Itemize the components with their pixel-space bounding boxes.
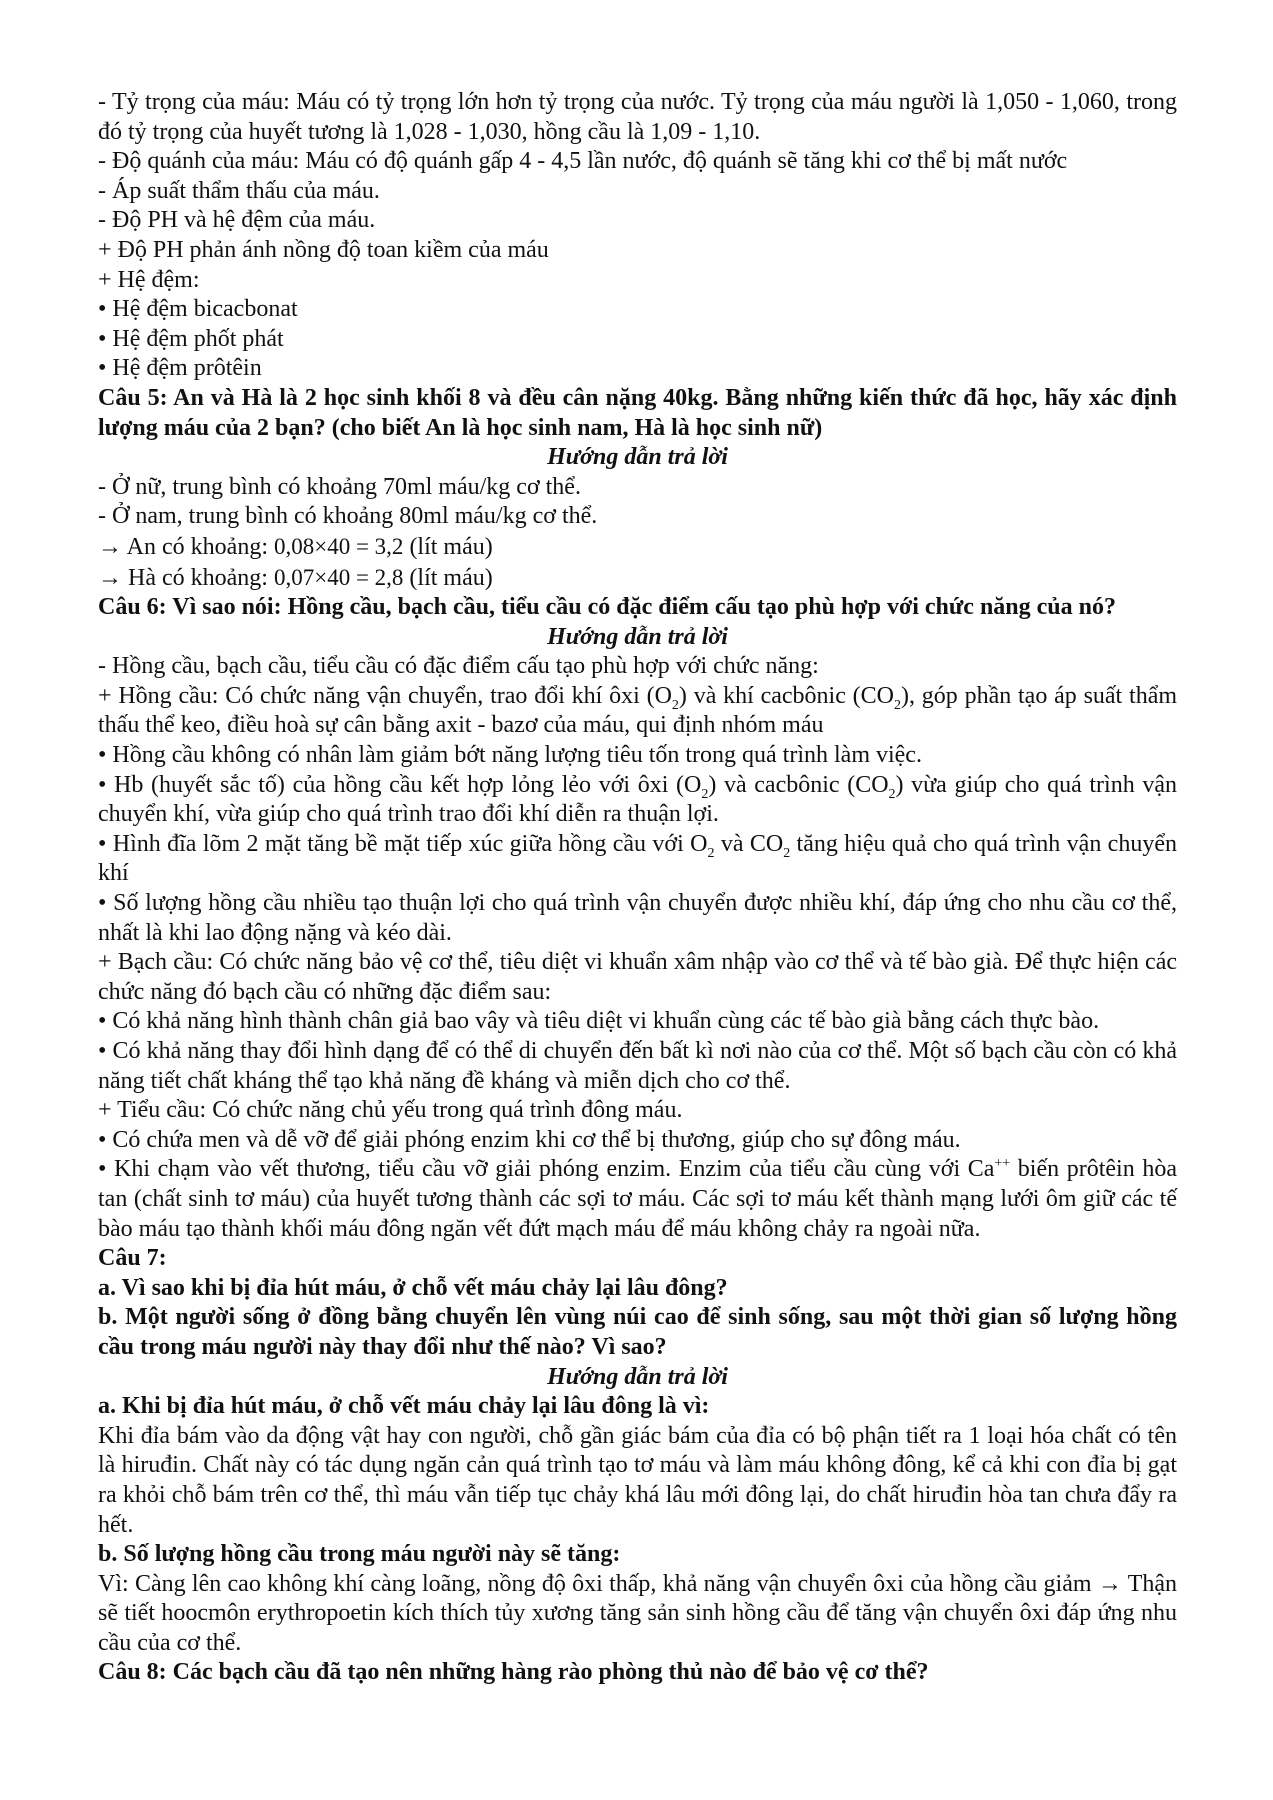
subscript: 2 xyxy=(894,697,901,713)
answer-7b-text: Vì: Càng lên cao không khí càng loãng, nồng độ ôxi thấp, khả năng vận chuyển ôxi của hồng cầu giảm → Thận sẽ tiết hoocmôn erythropoetin kích thích tủy xương tăng sản sinh hồng cầu để tăng vận chuyển ôxi đáp ứng nhu cầu của cơ thể. xyxy=(98,1570,1177,1656)
list-item-protein: • Hệ đệm prôtêin xyxy=(98,355,262,382)
list-item-bicarbonate: • Hệ đệm bicacbonat xyxy=(98,296,298,323)
subscript: 2 xyxy=(671,697,679,713)
answer-7b-heading: b. Số lượng hồng cầu trong máu người này sẽ tăng: xyxy=(98,1541,621,1568)
question-5: Câu 5: An và Hà là 2 học sinh khối 8 và đều cân nặng 40kg. Bằng những kiến thức đã học, hãy xác định lượng máu của 2 bạn? (cho biết An là học sinh nam, Hà là học sinh nữ) xyxy=(98,384,1177,441)
answer-6-shape-change: • Có khả năng thay đổi hình dạng để có thể di chuyển đến bất kì nơi nào của cơ thể. Một số bạch cầu còn có khả năng tiết chất kháng thể tạo khả năng đề kháng và miễn dịch cho cơ thể. xyxy=(98,1038,1177,1094)
answer-6-enzyme: • Có chứa men và dễ vỡ để giải phóng enzim khi cơ thể bị thương, giúp cho sự đông máu. xyxy=(98,1126,961,1153)
paragraph-blood-viscosity: - Độ quánh của máu: Máu có độ quánh gấp 4 - 4,5 lần nước, độ quánh sẽ tăng khi cơ thể bị mất nước xyxy=(98,148,1068,175)
list-item-phosphate: • Hệ đệm phốt phát xyxy=(98,325,284,352)
paragraph-buffer-heading: + Hệ đệm: xyxy=(98,266,200,293)
answer-guide-heading-5: Hướng dẫn trả lời xyxy=(547,444,728,471)
subscript: 2 xyxy=(783,845,791,861)
answer-guide-heading-6: Hướng dẫn trả lời xyxy=(547,623,728,650)
answer-7a-heading: a. Khi bị đỉa hút máu, ở chỗ vết máu chảy lại lâu đông là vì: xyxy=(98,1393,710,1420)
answer-5-female: - Ở nữ, trung bình có khoảng 70ml máu/kg cơ thể. xyxy=(98,473,581,500)
text-run: và CO xyxy=(714,830,784,857)
answer-6-red-cells xyxy=(98,682,1177,741)
answer-5-ha xyxy=(98,563,1177,594)
text-run: + Hồng cầu: Có chức năng vận chuyển, trao đổi khí ôxi (O xyxy=(98,682,672,709)
answer-6-biconcave xyxy=(98,830,1177,889)
answer-5-ha-unit: (lít máu) xyxy=(403,564,493,591)
text-run: biến prôtêin hòa tan (chất sinh tơ máu) của huyết tương thành các sợi tơ máu. Các sợi tơ máu kết thành mạng lưới ôm giữ các tế bào máu tạo thành khối máu đông ngăn vết đứt mạch máu để máu không chảy ra ngoài nữa. xyxy=(98,1156,1177,1242)
text-run: • Khi chạm vào vết thương, tiểu cầu vỡ giải phóng enzim. Enzim của tiểu cầu cùng với Ca xyxy=(98,1156,995,1183)
answer-6-no-nucleus: • Hồng cầu không có nhân làm giảm bớt năng lượng tiêu tốn trong quá trình làm việc. xyxy=(98,742,922,769)
answer-5-an-formula: 0,08×40 = 3,2 xyxy=(273,533,404,559)
text-run: ) và khí cacbônic (CO xyxy=(678,682,894,709)
question-6: Câu 6: Vì sao nói: Hồng cầu, bạch cầu, tiểu cầu có đặc điểm cấu tạo phù hợp với chức năng của nó? xyxy=(98,594,1116,621)
question-8: Câu 8: Các bạch cầu đã tạo nên những hàng rào phòng thủ nào để bảo vệ cơ thể? xyxy=(98,1659,929,1686)
answer-6-platelets: + Tiểu cầu: Có chức năng chủ yếu trong quá trình đông máu. xyxy=(98,1097,683,1124)
paragraph-osmotic-pressure: - Áp suất thẩm thấu của máu. xyxy=(98,177,380,204)
question-7b: b. Một người sống ở đồng bằng chuyển lên vùng núi cao để sinh sống, sau một thời gian số lượng hồng cầu trong máu người này thay đổi như thế nào? Vì sao? xyxy=(98,1304,1177,1360)
answer-6-intro: - Hồng cầu, bạch cầu, tiểu cầu có đặc điểm cấu tạo phù hợp với chức năng: xyxy=(98,653,819,680)
text-run: ), góp phần tạo áp suất thẩm thấu thể keo, điều hoà sự cân bằng axit - bazơ của máu, qui định nhóm máu xyxy=(98,682,1178,739)
answer-6-white-cells: + Bạch cầu: Có chức năng bảo vệ cơ thể, tiêu diệt vi khuẩn xâm nhập vào cơ thể và tế bào già. Để thực hiện các chức năng đó bạch cầu có những đặc điểm sau: xyxy=(98,949,1177,1005)
paragraph-blood-density: - Tỷ trọng của máu: Máu có tỷ trọng lớn hơn tỷ trọng của nước. Tỷ trọng của máu người là 1,050 - 1,060, trong đó tỷ trọng của huyết tương là 1,028 - 1,030, hồng cầu là 1,09 - 1,10. xyxy=(98,89,1177,145)
answer-6-phagocytosis: • Có khả năng hình thành chân giả bao vây và tiêu diệt vi khuẩn cùng các tế bào già bằng cách thực bào. xyxy=(98,1008,1100,1035)
text-run: • Hình đĩa lõm 2 mặt tăng bề mặt tiếp xúc giữa hồng cầu với O xyxy=(98,830,708,857)
answer-5-ha-formula: 0,07×40 = 2,8 xyxy=(273,564,404,590)
superscript: ++ xyxy=(994,1156,1011,1172)
subscript: 2 xyxy=(707,845,715,861)
answer-5-male: - Ở nam, trung bình có khoảng 80ml máu/kg cơ thể. xyxy=(98,503,598,530)
answer-6-count: • Số lượng hồng cầu nhiều tạo thuận lợi cho quá trình vận chuyển được nhiều khí, đáp ứng cho nhu cầu cơ thể, nhất là khi lao động nặng và kéo dài. xyxy=(98,890,1177,946)
paragraph-ph-reflects: + Độ PH phản ánh nồng độ toan kiềm của máu xyxy=(98,236,549,263)
subscript: 2 xyxy=(701,786,709,802)
text-run: • Hb (huyết sắc tố) của hồng cầu kết hợp lỏng lẻo với ôxi (O xyxy=(98,771,702,798)
paragraph-ph-buffer: - Độ PH và hệ đệm của máu. xyxy=(98,207,376,234)
answer-6-hemoglobin xyxy=(98,771,1177,830)
question-7: Câu 7: xyxy=(98,1245,167,1272)
text-run: tăng hiệu quả cho quá trình vận chuyển khí xyxy=(98,830,1177,887)
answer-5-ha-label: → Hà có khoảng: xyxy=(98,564,274,591)
subscript: 2 xyxy=(888,786,896,802)
question-7a: a. Vì sao khi bị đỉa hút máu, ở chỗ vết máu chảy lại lâu đông? xyxy=(98,1274,728,1301)
answer-7a-text: Khi đỉa bám vào da động vật hay con người, chỗ gần giác bám của đỉa có bộ phận tiết ra 1 loại hóa chất có tên là hiruđin. Chất này có tác dụng ngăn cản quá trình tạo tơ máu và làm máu không đông, kể cả khi con đỉa bị gạt ra khỏi chỗ bám trên cơ thể, thì máu vẫn tiếp tục chảy khá lâu mới đông lại, do chất hiruđin hòa tan chưa đẩy ra hết. xyxy=(98,1422,1177,1538)
text-run: ) vừa giúp cho quá trình vận chuyển khí, vừa giúp cho quá trình trao đổi khí diễn ra thuận lợi. xyxy=(98,771,1178,828)
text-run: ) và cacbônic (CO xyxy=(708,771,889,798)
answer-guide-heading-7: Hướng dẫn trả lời xyxy=(547,1363,728,1390)
answer-6-clotting xyxy=(98,1155,1177,1244)
answer-5-an xyxy=(98,532,1177,563)
answer-5-an-label: → An có khoảng: xyxy=(98,533,274,560)
answer-5-an-unit: (lít máu) xyxy=(403,533,493,560)
